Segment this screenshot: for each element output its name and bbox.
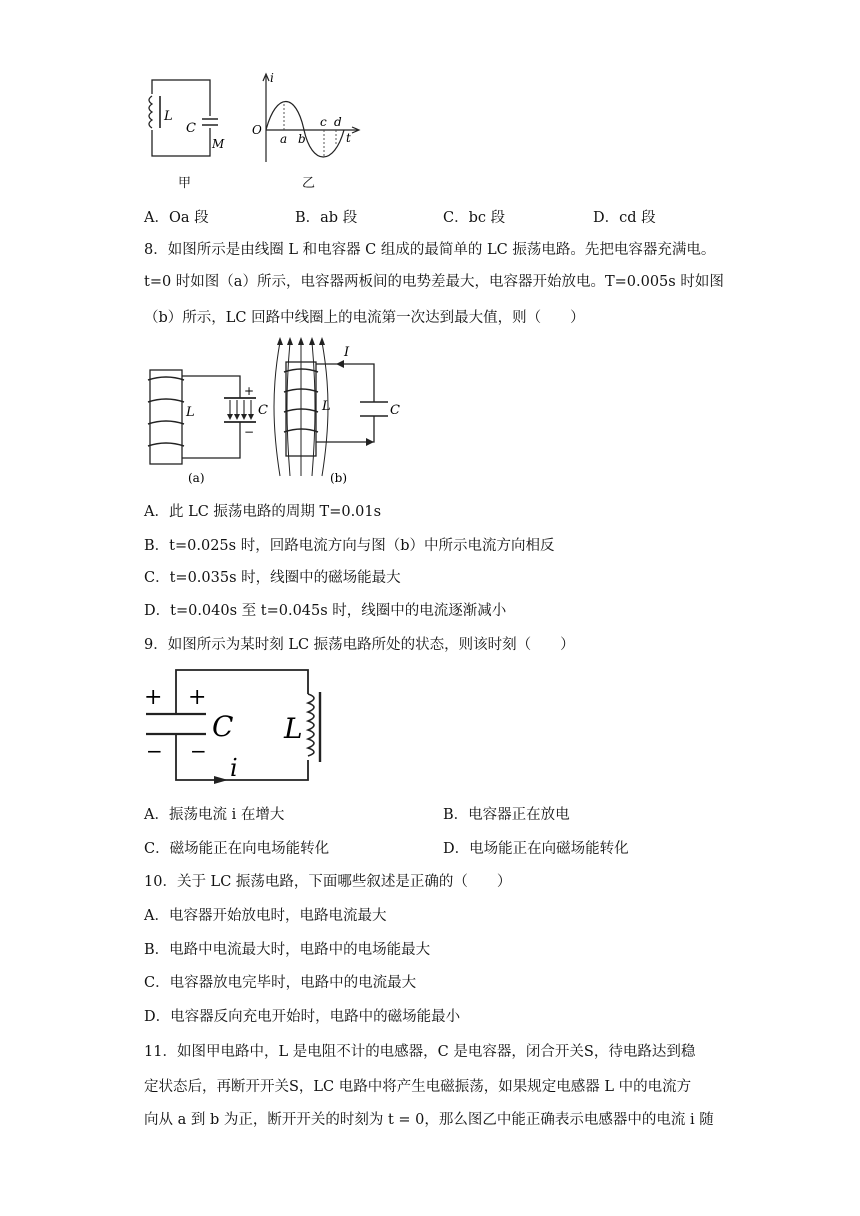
q8-option-d[interactable]: D．t=0.040s 至 t=0.045s 时，线圈中的电流逐渐减小 — [144, 603, 507, 619]
label-M: M — [212, 137, 225, 151]
label-L: L — [284, 712, 303, 745]
q9-option-c[interactable]: C．磁场能正在向电场能转化 — [144, 841, 330, 857]
q9-option-a[interactable]: A．振荡电流 i 在增大 — [144, 807, 285, 823]
q11-stem-line-2: 定状态后，再断开开关S，LC 电路中将产生电磁振荡，如果规定电感器 L 中的电流方 — [144, 1079, 692, 1095]
label-L: L — [164, 109, 173, 124]
q9-option-d[interactable]: D．电场能正在向磁场能转化 — [443, 841, 629, 857]
q7-option-a[interactable]: A．Oa 段 — [144, 210, 209, 226]
fig-jia-caption: 甲 — [178, 176, 192, 191]
fig-a-caption: (a) — [188, 471, 205, 485]
q8-stem-line-1: 8．如图所示是由线圈 L 和电容器 C 组成的最简单的 LC 振荡电路。先把电容器充满电。 — [144, 242, 716, 258]
q8-stem-line-2: t=0 时如图（a）所示，电容器两板间的电势差最大，电容器开始放电。T=0.005s 时如图 — [144, 274, 724, 290]
q8-figure-a — [144, 340, 272, 488]
label-plus: + — [244, 384, 255, 398]
q11-stem-line-3: 向从 a 到 b 为正，断开开关的时刻为 t = 0，那么图乙中能正确表示电感器中的电流 i 随 — [144, 1112, 714, 1128]
q7-figure-yi — [246, 70, 362, 166]
origin-label-O: O — [252, 123, 262, 137]
label-minus-inner: − — [190, 739, 207, 763]
axis-label-t: t — [346, 131, 351, 145]
q9-option-b[interactable]: B．电容器正在放电 — [443, 807, 570, 823]
label-C: C — [390, 403, 400, 418]
q10-option-a[interactable]: A．电容器开始放电时，电路电流最大 — [144, 908, 387, 924]
label-I: I — [344, 345, 350, 360]
q7-option-d[interactable]: D．cd 段 — [593, 210, 656, 226]
q10-stem: 10．关于 LC 振荡电路，下面哪些叙述是正确的（ ） — [144, 874, 512, 890]
q8-option-a[interactable]: A．此 LC 振荡电路的周期 T=0.01s — [144, 504, 382, 520]
q8-stem-line-3: （b）所示，LC 回路中线圈上的电流第一次达到最大值，则（ ） — [144, 310, 585, 326]
fig-yi-caption: 乙 — [302, 176, 316, 191]
point-label-a: a — [280, 132, 288, 146]
label-minus: − — [244, 425, 255, 439]
label-L: L — [186, 405, 195, 420]
label-plus-inner: + — [188, 685, 207, 710]
q7-option-b[interactable]: B．ab 段 — [295, 210, 358, 226]
q8-option-c[interactable]: C．t=0.035s 时，线圈中的磁场能最大 — [144, 570, 401, 586]
q8-figure-b — [270, 336, 410, 488]
label-C: C — [258, 403, 268, 418]
q10-option-d[interactable]: D．电容器反向充电开始时，电路中的磁场能最小 — [144, 1009, 461, 1025]
q9-figure — [140, 664, 330, 788]
axis-label-i: i — [270, 71, 274, 85]
point-label-b: b — [298, 132, 306, 146]
point-label-c: c — [320, 115, 327, 129]
q10-option-b[interactable]: B．电路中电流最大时，电路中的电场能最大 — [144, 942, 431, 958]
label-plus-outer: + — [144, 685, 163, 710]
q8-option-b[interactable]: B．t=0.025s 时，回路电流方向与图（b）中所示电流方向相反 — [144, 538, 555, 554]
point-label-d: d — [334, 115, 342, 129]
q11-stem-line-1: 11．如图甲电路中，L 是电阻不计的电感器，C 是电容器，闭合开关S，待电路达到稳 — [144, 1044, 696, 1060]
q7-figure-jia — [140, 72, 230, 164]
fig-b-caption: (b) — [330, 471, 348, 485]
label-minus-outer: − — [146, 739, 163, 763]
q9-stem: 9．如图所示为某时刻 LC 振荡电路所处的状态，则该时刻（ ） — [144, 637, 575, 653]
label-L: L — [322, 399, 331, 414]
q7-option-c[interactable]: C．bc 段 — [443, 210, 506, 226]
label-C: C — [186, 121, 196, 136]
q10-option-c[interactable]: C．电容器放电完毕时，电路中的电流最大 — [144, 975, 417, 991]
label-C: C — [212, 710, 234, 743]
label-i: i — [230, 754, 238, 782]
